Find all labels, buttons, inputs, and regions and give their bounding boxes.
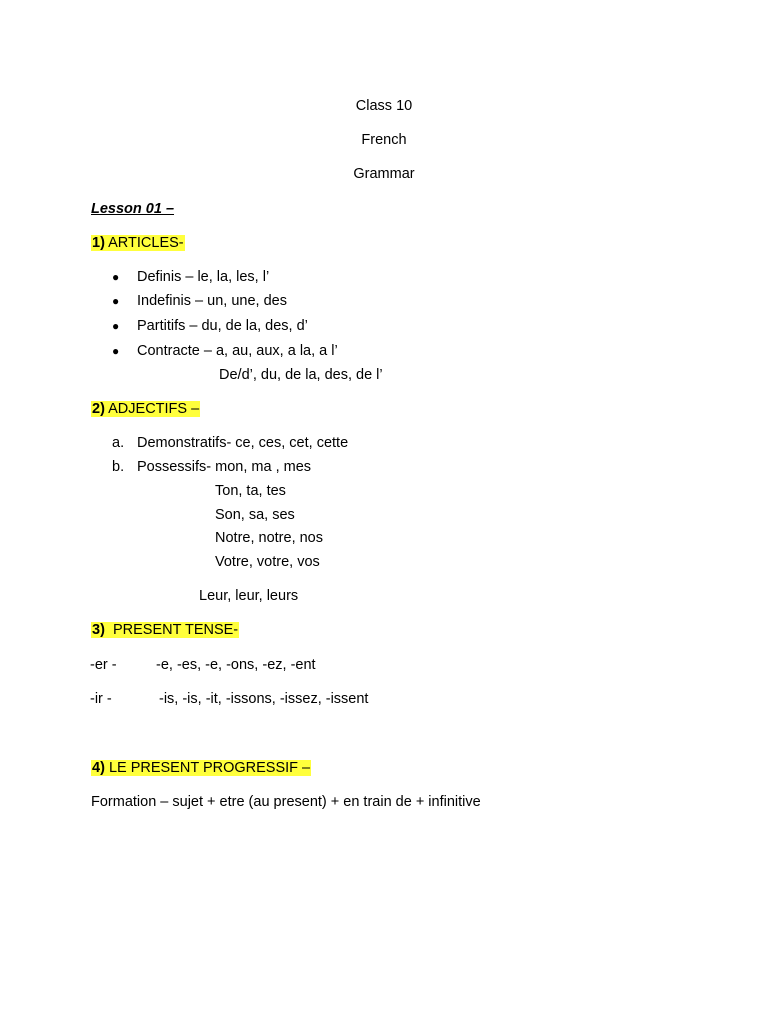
conjugation-endings: -is, -is, -it, -issons, -issez, -issent xyxy=(159,691,369,707)
bullet-icon: ● xyxy=(112,294,120,308)
bullet-icon: ● xyxy=(112,270,120,284)
section-present-tense-heading xyxy=(91,621,239,639)
section-articles-heading xyxy=(91,234,185,252)
list-continuation: De/d’, du, de la, des, de l’ xyxy=(219,367,383,383)
list-item-text: Partitifs – du, de la, des, d’ xyxy=(137,318,308,334)
doc-class-line: Class 10 xyxy=(355,98,413,114)
lesson-heading: Lesson 01 – xyxy=(91,201,175,217)
section-present-progressif-heading xyxy=(91,759,311,777)
list-continuation: Son, sa, ses xyxy=(215,507,295,523)
list-item-text: Indefinis – un, une, des xyxy=(137,293,287,309)
list-continuation: Notre, notre, nos xyxy=(215,530,323,546)
list-continuation: Votre, votre, vos xyxy=(215,554,320,570)
section-title: PRESENT TENSE- xyxy=(112,622,239,638)
conjugation-stem: -ir - xyxy=(90,691,112,707)
section-title: ARTICLES- xyxy=(108,235,184,251)
section-number: 2) xyxy=(92,401,105,417)
list-marker: b. xyxy=(112,459,125,475)
doc-subject-line: French xyxy=(361,132,407,148)
section-number: 4) xyxy=(92,760,105,776)
section-title: ADJECTIFS – xyxy=(108,401,200,417)
doc-topic-line: Grammar xyxy=(353,166,415,182)
section-number: 3) xyxy=(92,622,105,638)
list-marker: a. xyxy=(112,435,125,451)
list-extra-line: Leur, leur, leurs xyxy=(199,588,299,604)
conjugation-endings: -e, -es, -e, -ons, -ez, -ent xyxy=(156,657,316,673)
list-item-text: Definis – le, la, les, l’ xyxy=(137,269,270,285)
bullet-icon: ● xyxy=(112,344,120,358)
list-item-text: Demonstratifs- ce, ces, cet, cette xyxy=(137,435,349,451)
formation-line: Formation – sujet + etre (au present) + en train de + infinitive xyxy=(91,794,481,810)
list-item-text: Possessifs- mon, ma , mes xyxy=(137,459,312,475)
section-number: 1) xyxy=(92,235,105,251)
list-item-text: Contracte – a, au, aux, a la, a l’ xyxy=(137,343,338,359)
list-continuation: Ton, ta, tes xyxy=(215,483,286,499)
section-title: LE PRESENT PROGRESSIF – xyxy=(108,760,311,776)
conjugation-stem: -er - xyxy=(90,657,117,673)
section-adjectifs-heading xyxy=(91,400,200,418)
bullet-icon: ● xyxy=(112,319,120,333)
